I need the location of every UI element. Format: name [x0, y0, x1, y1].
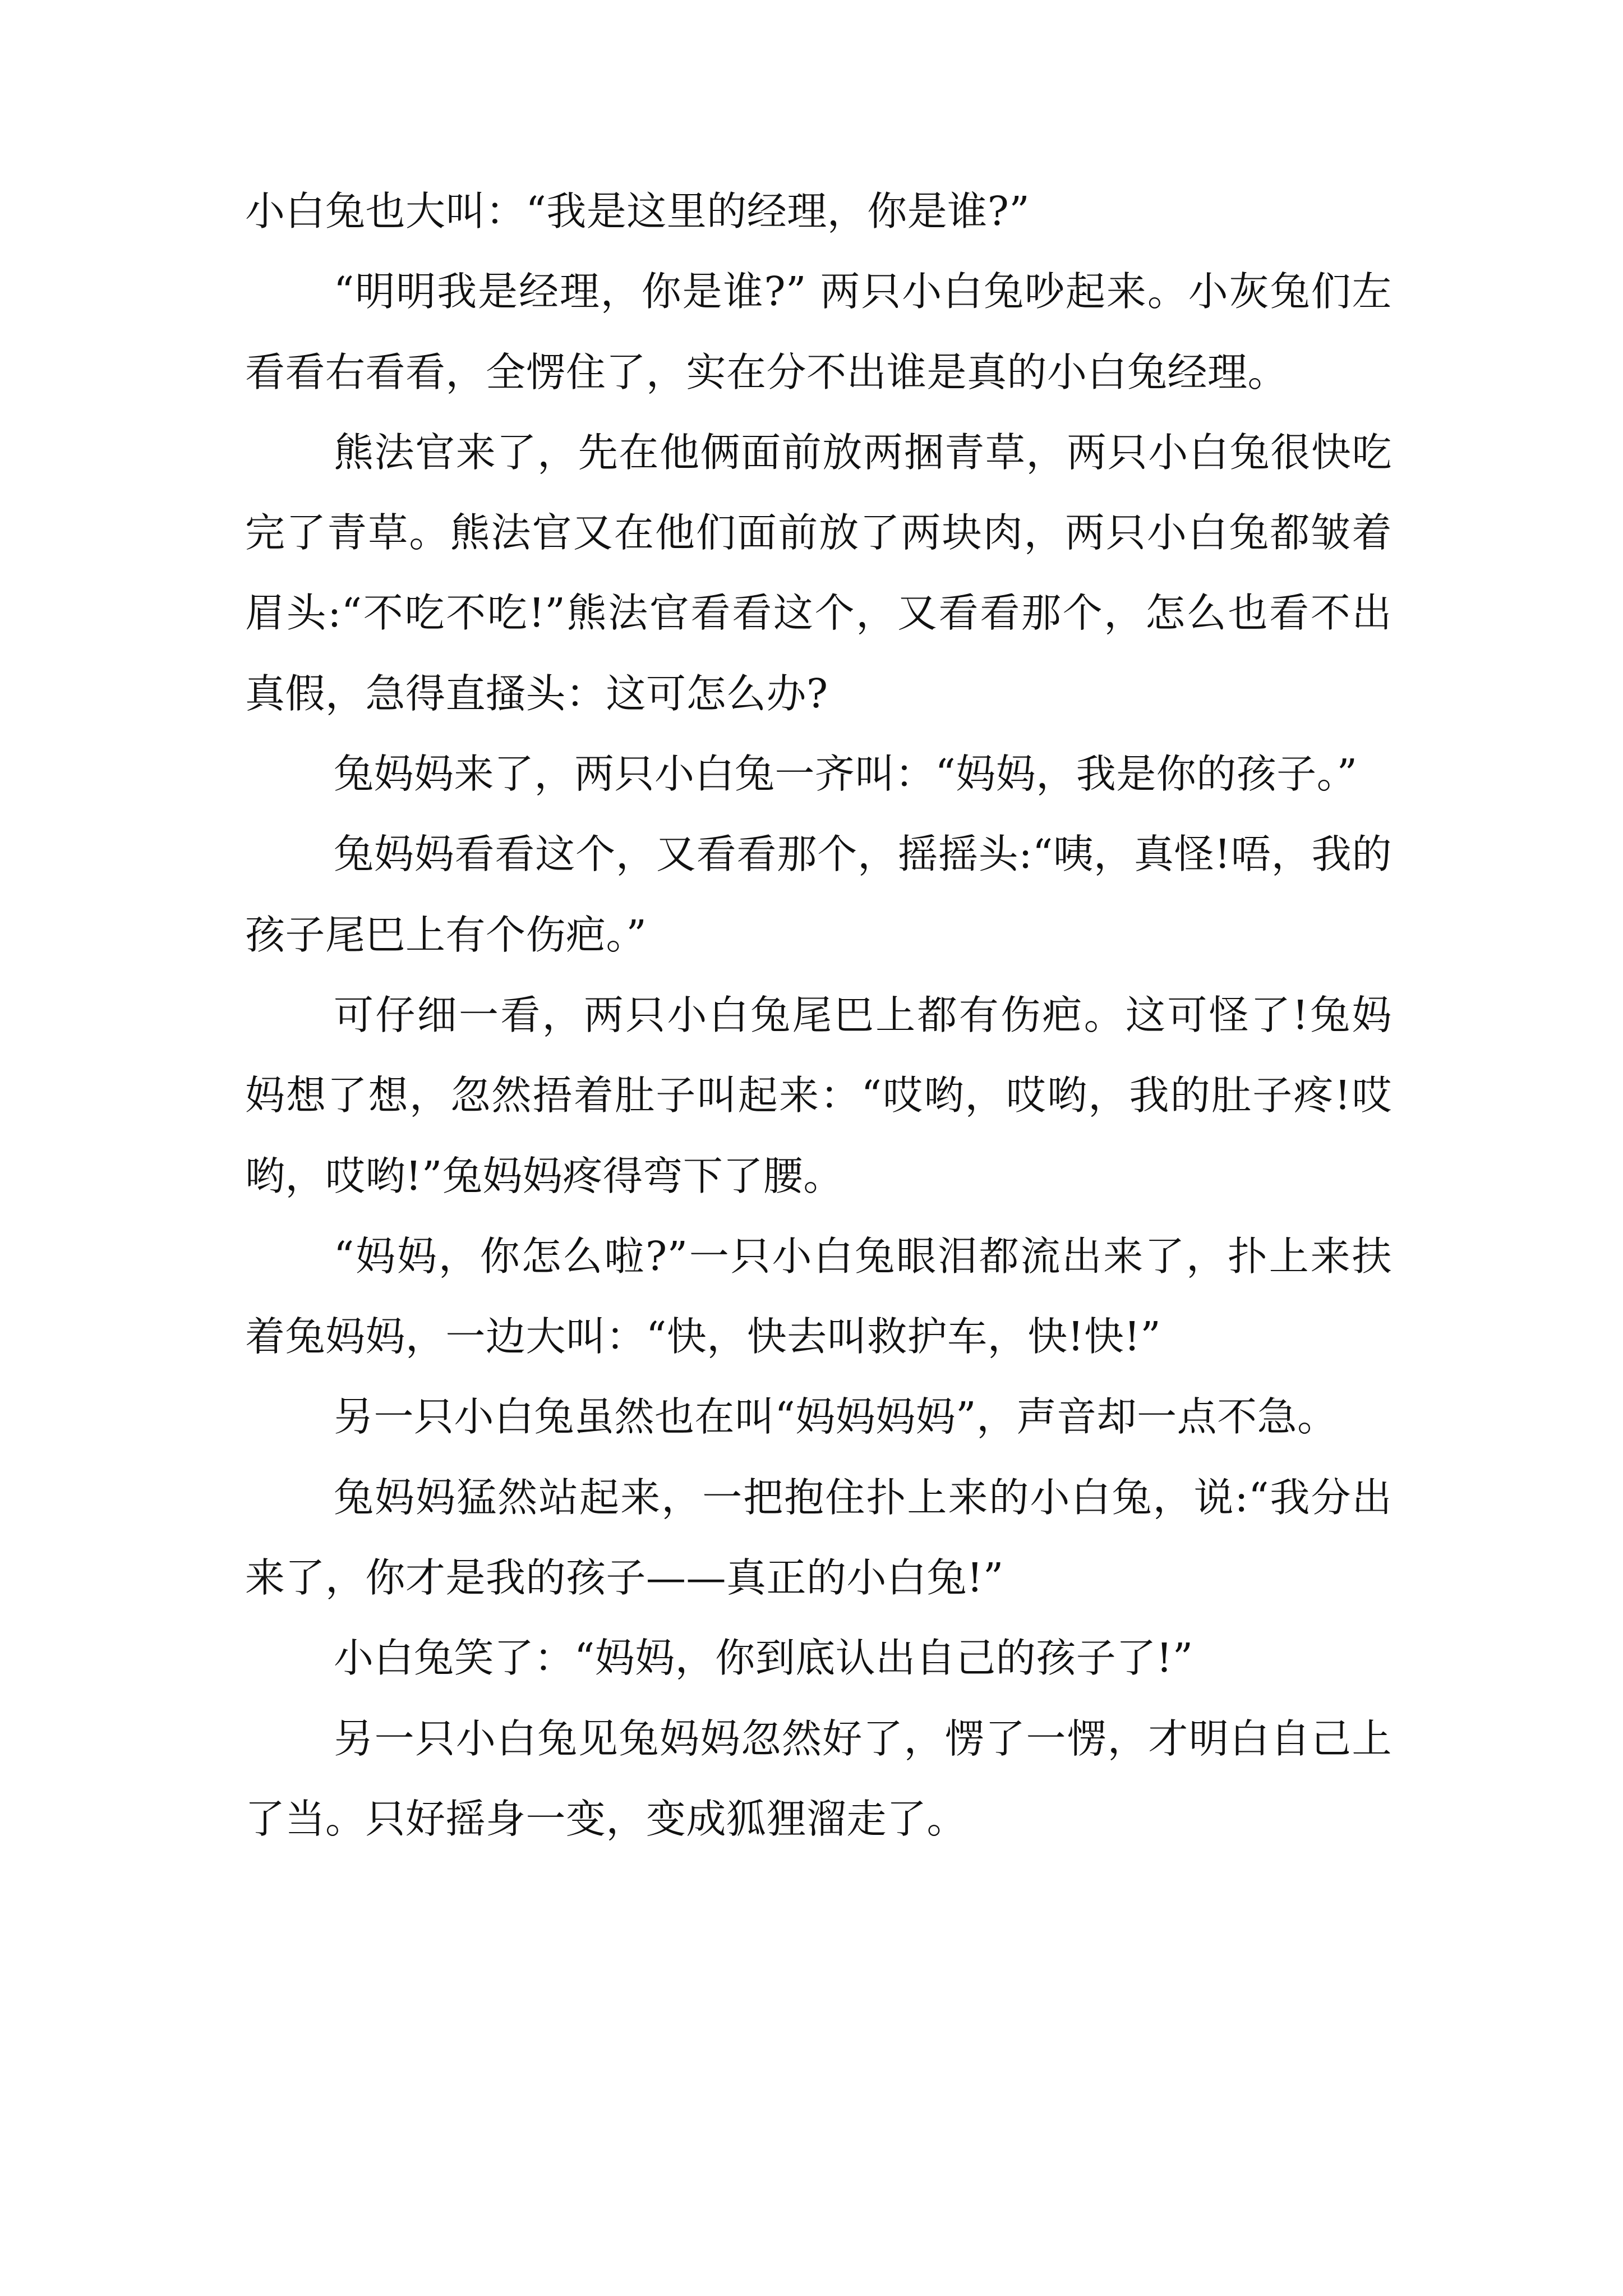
paragraph-8: 另一只小白兔虽然也在叫“妈妈妈妈”，声音却一点不急。 — [334, 1393, 1338, 1441]
paragraph-5: 兔妈妈看看这个，又看看那个，摇摇头:“咦，真怪!唔，我的孩子尾巴上有个伤疤。” — [245, 831, 1392, 958]
paragraph-2: “明明我是经理，你是谁?” 两只小白兔吵起来。小灰兔们左看看右看看，全愣住了，实在分不出谁是真的小白兔经理。 — [245, 268, 1392, 395]
paragraph-1: 小白兔也大叫：“我是这里的经理，你是谁?” — [245, 188, 1030, 234]
story-text — [245, 171, 1392, 1859]
paragraph-9: 兔妈妈猛然站起来，一把抱住扑上来的小白兔，说:“我分出来了，你才是我的孩子——真正的小白兔!” — [245, 1474, 1392, 1602]
paragraph-11: 另一只小白兔见兔妈妈忽然好了，愣了一愣，才明白自己上了当。只好摇身一变，变成狐狸溜走了。 — [245, 1715, 1392, 1842]
paragraph-10: 小白兔笑了：“妈妈，你到底认出自己的孩子了!” — [334, 1635, 1193, 1682]
paragraph-7: “妈妈，你怎么啦?”一只小白兔眼泪都流出来了，扑上来扶着兔妈妈，一边大叫：“快，快去叫救护车，快!快!” — [245, 1232, 1392, 1360]
paragraph-4: 兔妈妈来了，两只小白兔一齐叫：“妈妈，我是你的孩子。” — [334, 751, 1358, 798]
paragraph-3: 熊法官来了，先在他俩面前放两捆青草，两只小白兔很快吃完了青草。熊法官又在他们面前放了两块肉，两只小白兔都皱着眉头:“不吃不吃!”熊法官看看这个，又看看那个，怎么也看不出真假，急得直搔头：这可怎么办? — [245, 429, 1392, 717]
paragraph-6: 可仔细一看，两只小白兔尾巴上都有伤疤。这可怪了!兔妈妈想了想，忽然捂着肚子叫起来：“哎哟，哎哟，我的肚子疼!哎哟，哎哟!”兔妈妈疼得弯下了腰。 — [245, 991, 1392, 1199]
